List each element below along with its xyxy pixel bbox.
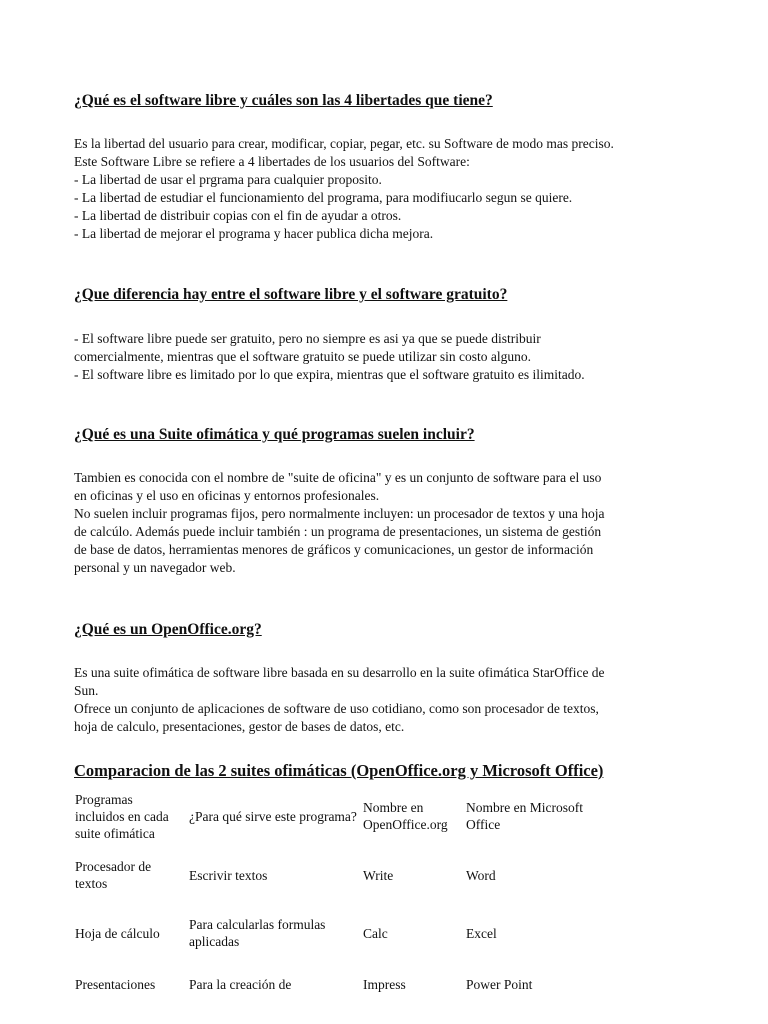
table-header-cell: Nombre en Microsoft Office	[466, 800, 583, 832]
paragraph-line: Es una suite ofimática de software libre basada en su desarrollo en la suite ofimática StarOffice de	[74, 665, 605, 680]
table-header-cell: ¿Para qué sirve este programa?	[189, 808, 357, 824]
table-cell: Hoja de cálculo	[75, 925, 160, 941]
table-row	[72, 962, 619, 1006]
section-heading-software-libre: ¿Qué es el software libre y cuáles son las 4 libertades que tiene?	[74, 92, 493, 109]
section-body-software-libre	[74, 135, 714, 243]
paragraph-line: comercialmente, mientras que el software gratuito se puede utilizar sin costo alguno.	[74, 349, 531, 364]
table-cell: Excel	[466, 925, 497, 941]
paragraph-line: - La libertad de mejorar el programa y hacer publica dicha mejora.	[74, 226, 434, 241]
table-cell: Procesador de textos	[75, 859, 152, 891]
section-heading-diferencia: ¿Que diferencia hay entre el software libre y el software gratuito?	[74, 286, 508, 303]
table-cell: Calc	[363, 925, 388, 941]
table-header-row	[72, 786, 619, 846]
paragraph-line: - La libertad de distribuir copias con el fin de ayudar a otros.	[74, 208, 402, 223]
paragraph-line: Ofrece un conjunto de aplicaciones de software de uso cotidiano, como son procesador de textos,	[74, 701, 599, 716]
paragraph-line: - El software libre puede ser gratuito, pero no siempre es asi ya que se puede distribuir	[74, 331, 541, 346]
paragraph-line: Es la libertad del usuario para crear, modificar, copiar, pegar, etc. su Software de modo mas preciso.	[74, 136, 614, 151]
paragraph-line: Este Software Libre se refiere a 4 libertades de los usuarios del Software:	[74, 154, 470, 169]
table-cell: Word	[466, 867, 496, 883]
table-header-cell: Programas incluidos en cada suite ofimática	[75, 791, 169, 841]
paragraph-line: - La libertad de usar el prgrama para cualquier proposito.	[74, 172, 382, 187]
paragraph-line: Tambien es conocida con el nombre de "suite de oficina" y es un conjunto de software para el uso	[74, 470, 602, 485]
paragraph-line: - El software libre es limitado por lo que expira, mientras que el software gratuito es ilimitado.	[74, 367, 585, 382]
section-body-openoffice	[74, 664, 714, 736]
table-cell: Write	[363, 867, 394, 883]
comparison-table	[72, 786, 619, 1006]
table-row	[72, 846, 619, 904]
paragraph-line: Sun.	[74, 683, 99, 698]
section-body-suite-ofimatica	[74, 469, 714, 577]
table-header-cell: Nombre en OpenOffice.org	[363, 800, 448, 832]
table-cell: Escrivir textos	[189, 867, 268, 883]
table-cell: Presentaciones	[75, 976, 156, 992]
paragraph-line: hoja de calculo, presentaciones, gestor de bases de datos, etc.	[74, 719, 405, 734]
section-heading-suite-ofimatica: ¿Qué es una Suite ofimática y qué programas suelen incluir?	[74, 426, 475, 443]
paragraph-line: de base de datos, herramientas menores de gráficos y comunicaciones, un gestor de información	[74, 542, 594, 557]
table-cell: Power Point	[466, 976, 533, 992]
table-cell: Para la creación de	[189, 976, 292, 992]
paragraph-line: - La libertad de estudiar el funcionamiento del programa, para modifiucarlo segun se quiere.	[74, 190, 573, 205]
paragraph-line: de calcúlo. Además puede incluir también : un programa de presentaciones, un sistema de gestión	[74, 524, 602, 539]
section-heading-openoffice: ¿Qué es un OpenOffice.org?	[74, 621, 262, 638]
table-row	[72, 904, 619, 962]
table-cell: Impress	[363, 976, 406, 992]
paragraph-line: en oficinas y el uso en oficinas y entornos profesionales.	[74, 488, 380, 503]
section-body-diferencia	[74, 330, 714, 384]
paragraph-line: personal y un navegador web.	[74, 560, 236, 575]
paragraph-line: No suelen incluir programas fijos, pero normalmente incluyen: un procesador de textos y una hoja	[74, 506, 605, 521]
comparison-title: Comparacion de las 2 suites ofimáticas (OpenOffice.org y Microsoft Office)	[74, 761, 604, 780]
table-cell: Para calcularlas formulas aplicadas	[189, 917, 326, 949]
